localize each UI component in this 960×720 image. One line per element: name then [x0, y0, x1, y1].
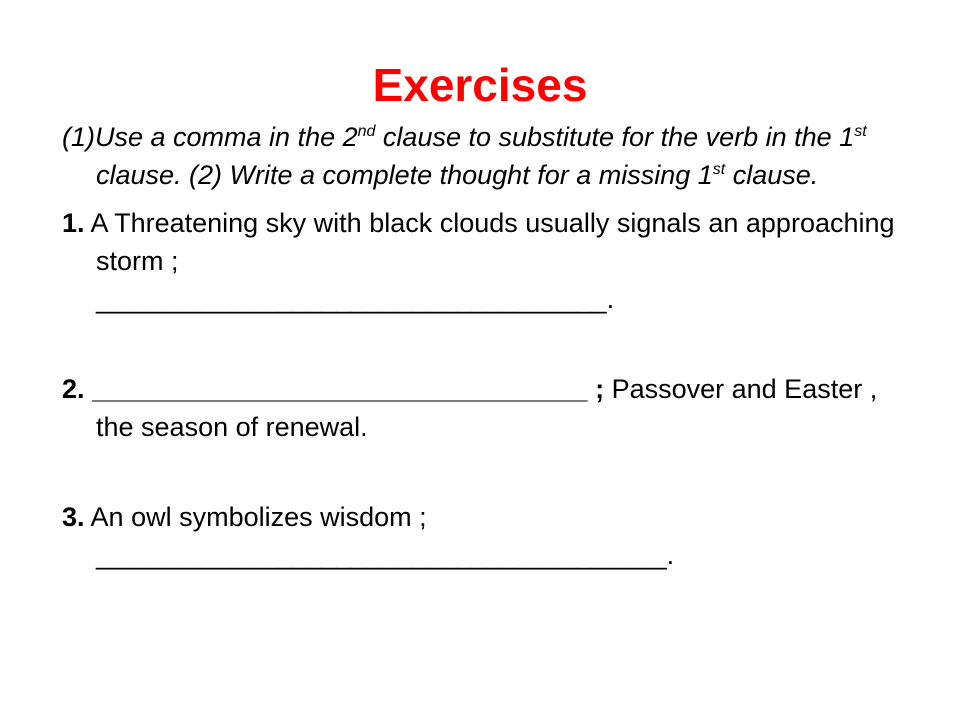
- item-blank-3: ______________________________________: [96, 540, 667, 570]
- exercise-item-2: [62, 370, 902, 446]
- exercise-item-3: [62, 498, 902, 574]
- superscript-st-2: st: [712, 161, 726, 178]
- item-text-2: Passover and Easter , the season of renewal.: [96, 374, 878, 442]
- item-number-1: 1.: [62, 208, 85, 238]
- item-text-1: A Threatening sky with black clouds usually signals an approaching storm ;: [84, 208, 895, 276]
- instructions-text-3: clause. (2) Write a complete thought for a missing 1: [96, 160, 713, 190]
- slide-body: [62, 118, 902, 574]
- instructions-text-2: clause to substitute for the verb in the 1: [375, 122, 855, 152]
- item-end-3: .: [666, 540, 675, 570]
- item-number-3: 3.: [62, 502, 85, 532]
- instructions-text-1: (1)Use a comma in the 2: [62, 122, 358, 152]
- item-end-1: .: [606, 284, 615, 314]
- item-number-2: 2.: [62, 374, 85, 404]
- item-semicolon-2: ;: [587, 374, 605, 404]
- slide-title: Exercises: [372, 59, 588, 111]
- superscript-nd: nd: [357, 123, 376, 140]
- instructions-text-4: clause.: [725, 160, 819, 190]
- item-blank-1: __________________________________: [96, 284, 607, 314]
- item-blank-2: _________________________________: [84, 374, 588, 404]
- superscript-st-1: st: [854, 123, 867, 140]
- exercise-item-1: [62, 204, 902, 318]
- item-text-3: An owl symbolizes wisdom ;: [84, 502, 427, 532]
- instructions: [62, 118, 902, 194]
